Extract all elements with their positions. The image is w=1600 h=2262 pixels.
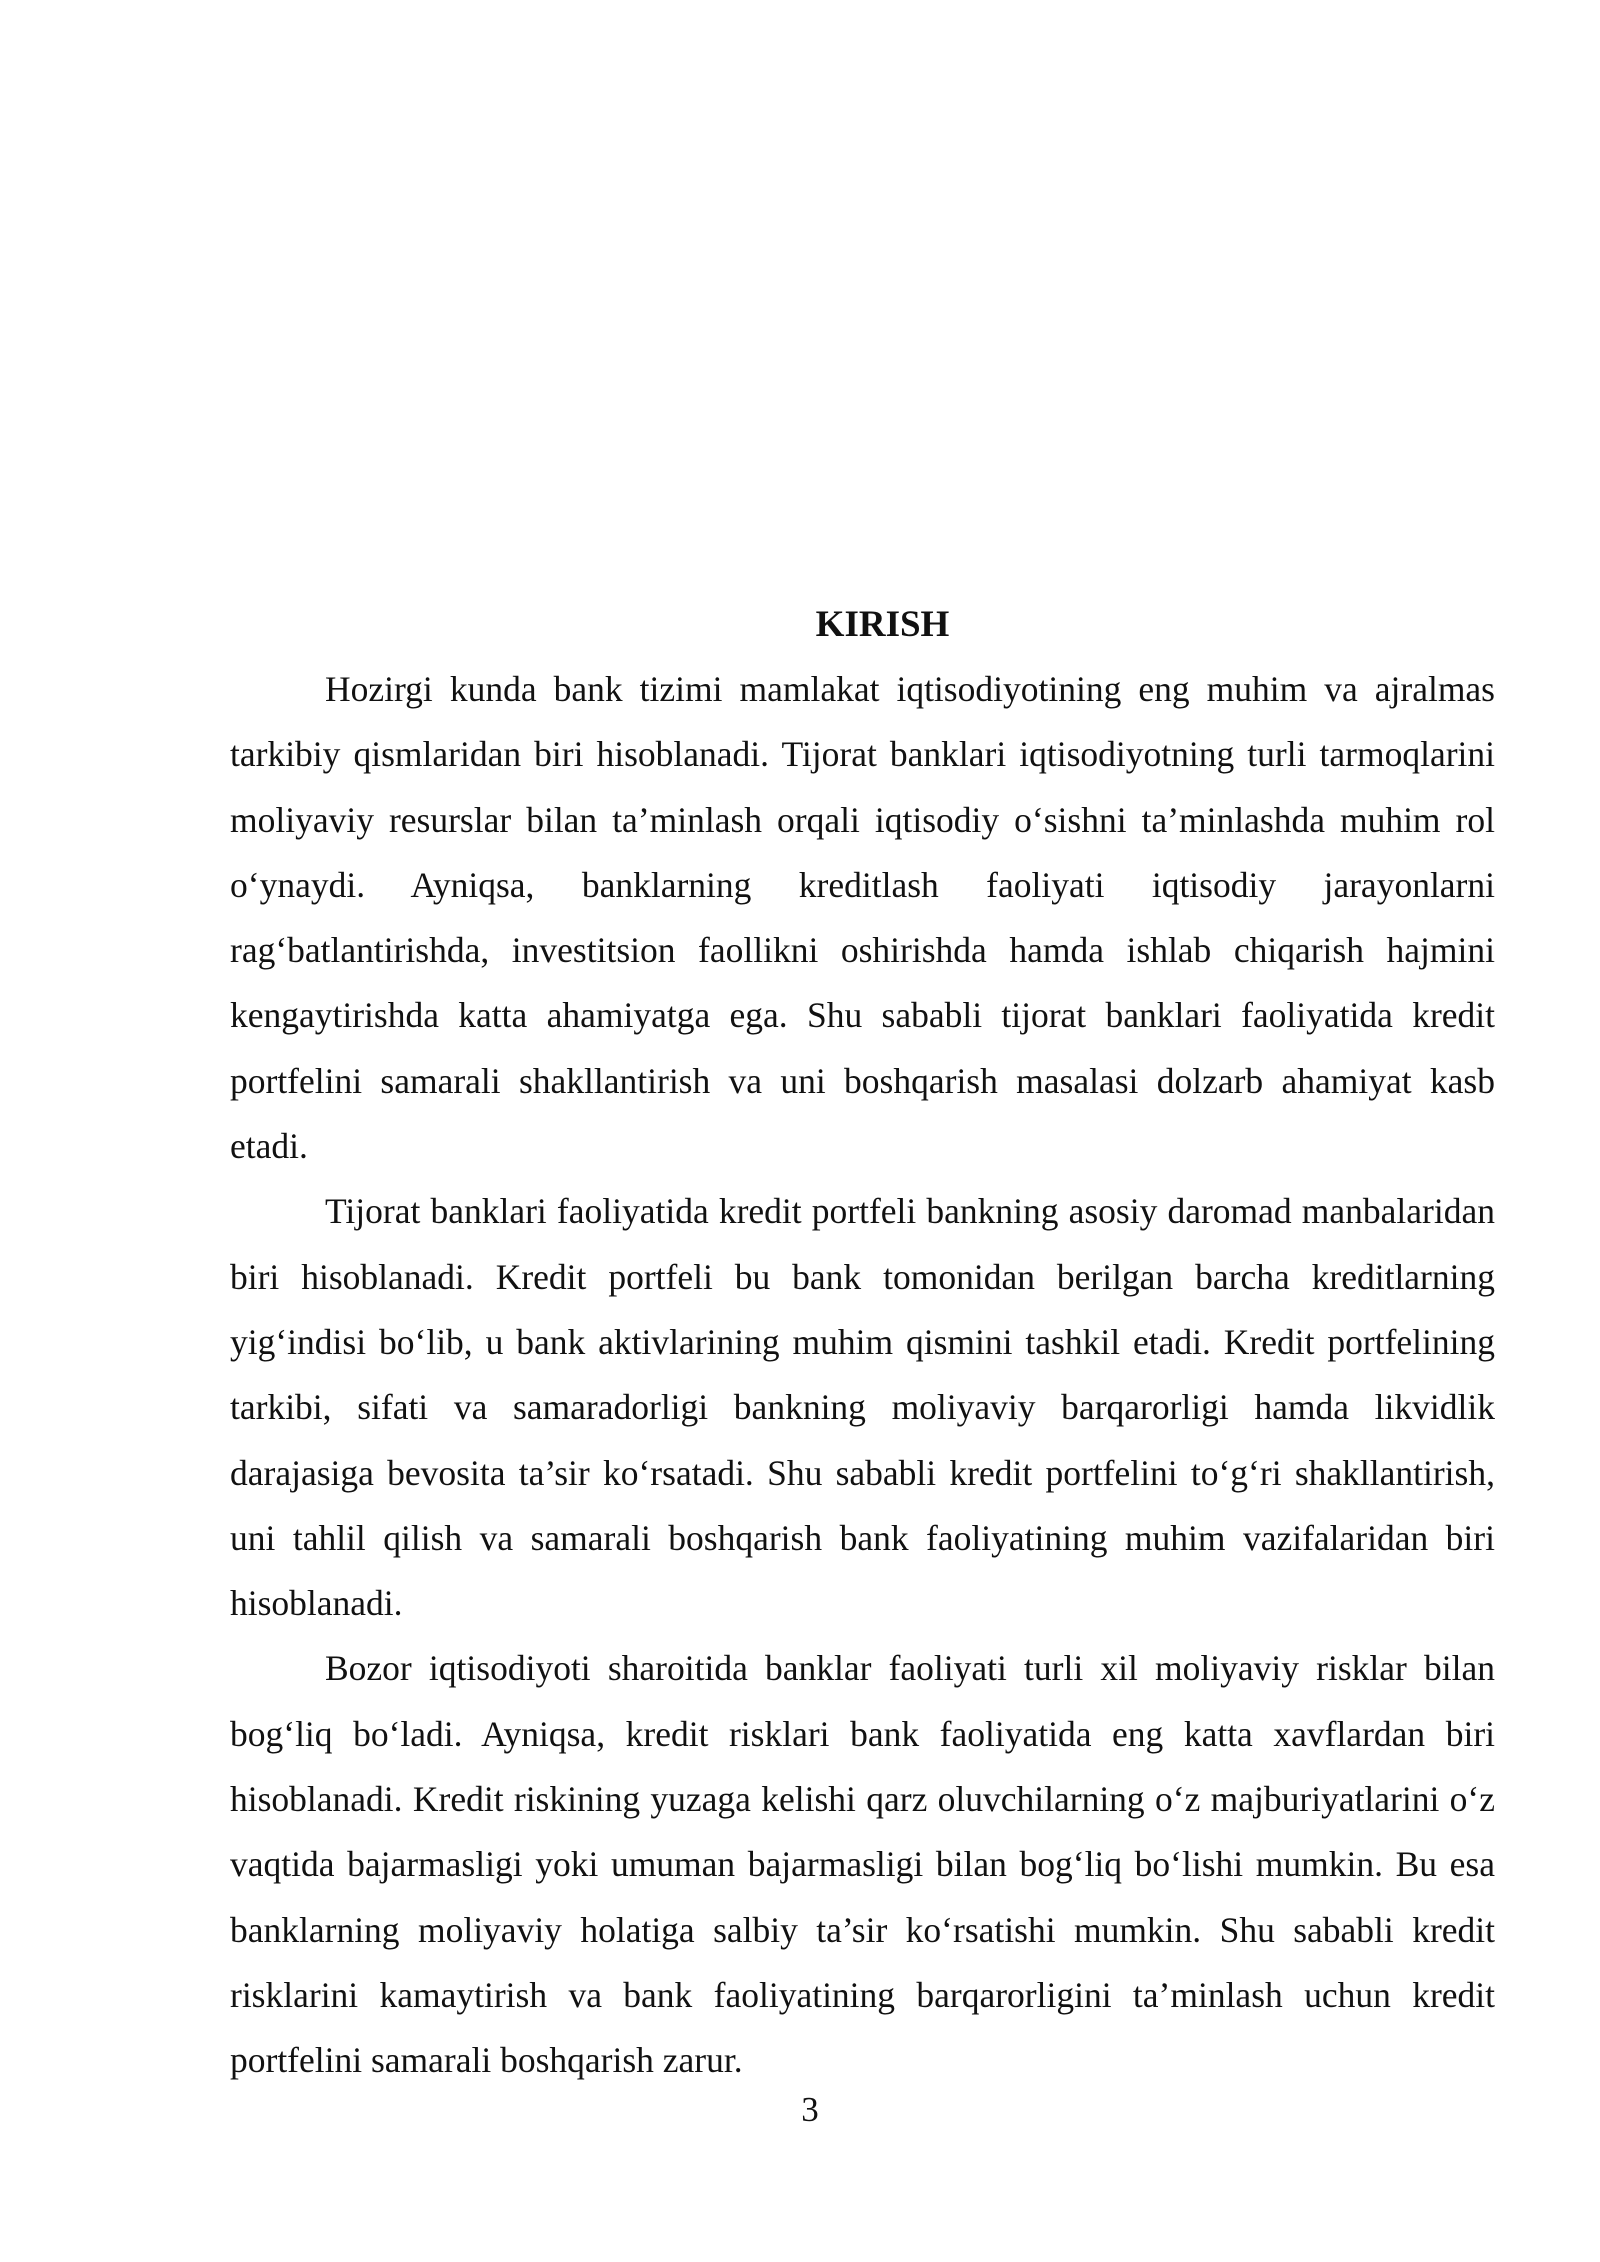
paragraph-1: Hozirgi kunda bank tizimi mamlakat iqtisodiyotining eng muhim va ajralmas tarkibiy qismlaridan biri hisoblanadi. Tijorat banklari iqtisodiyotning turli tarmoqlarini moliyaviy resurslar bilan ta’minlash orqali iqtisodiy o‘sishni ta’minlashda muhim rol o‘ynaydi. Ayniqsa, banklarning kreditlash faoliyati iqtisodiy jarayonlarni rag‘batlantirishda, investitsion faollikni oshirishda hamda ishlab chiqarish hajmini kengaytirishda katta ahamiyatga ega. Shu sababli tijorat banklari faoliyatida kredit portfelini samarali shakllantirish va uni boshqarish masalasi dolzarb ahamiyat kasb etadi. — [230, 669, 1495, 1167]
page-content — [230, 592, 1495, 2094]
page-number: 3 — [801, 2090, 819, 2129]
section-heading: KIRISH — [815, 604, 950, 645]
paragraph-3: Bozor iqtisodiyoti sharoitida banklar faoliyati turli xil moliyaviy risklar bilan bog‘liq bo‘ladi. Ayniqsa, kredit risklari bank faoliyatida eng katta xavflardan biri hisoblanadi. Kredit riskining yuzaga kelishi qarz oluvchilarning o‘z majburiyatlarini o‘z vaqtida bajarmasligi yoki umuman bajarmasligi bilan bog‘liq bo‘lishi mumkin. Bu esa banklarning moliyaviy holatiga salbiy ta’sir ko‘rsatishi mumkin. Shu sababli kredit risklarini kamaytirish va bank faoliyatining barqarorligini ta’minlash uchun kredit portfelini samarali boshqarish zarur. — [230, 1648, 1495, 2081]
paragraph-2: Tijorat banklari faoliyatida kredit portfeli bankning asosiy daromad manbalaridan biri hisoblanadi. Kredit portfeli bu bank tomonidan berilgan barcha kreditlarning yig‘indisi bo‘lib, u bank aktivlarining muhim qismini tashkil etadi. Kredit portfelining tarkibi, sifati va samaradorligi bankning moliyaviy barqarorligi hamda likvidlik darajasiga bevosita ta’sir ko‘rsatadi. Shu sababli kredit portfelini to‘g‘ri shakllantirish, uni tahlil qilish va samarali boshqarish bank faoliyatining muhim vazifalaridan biri hisoblanadi. — [230, 1191, 1495, 1624]
